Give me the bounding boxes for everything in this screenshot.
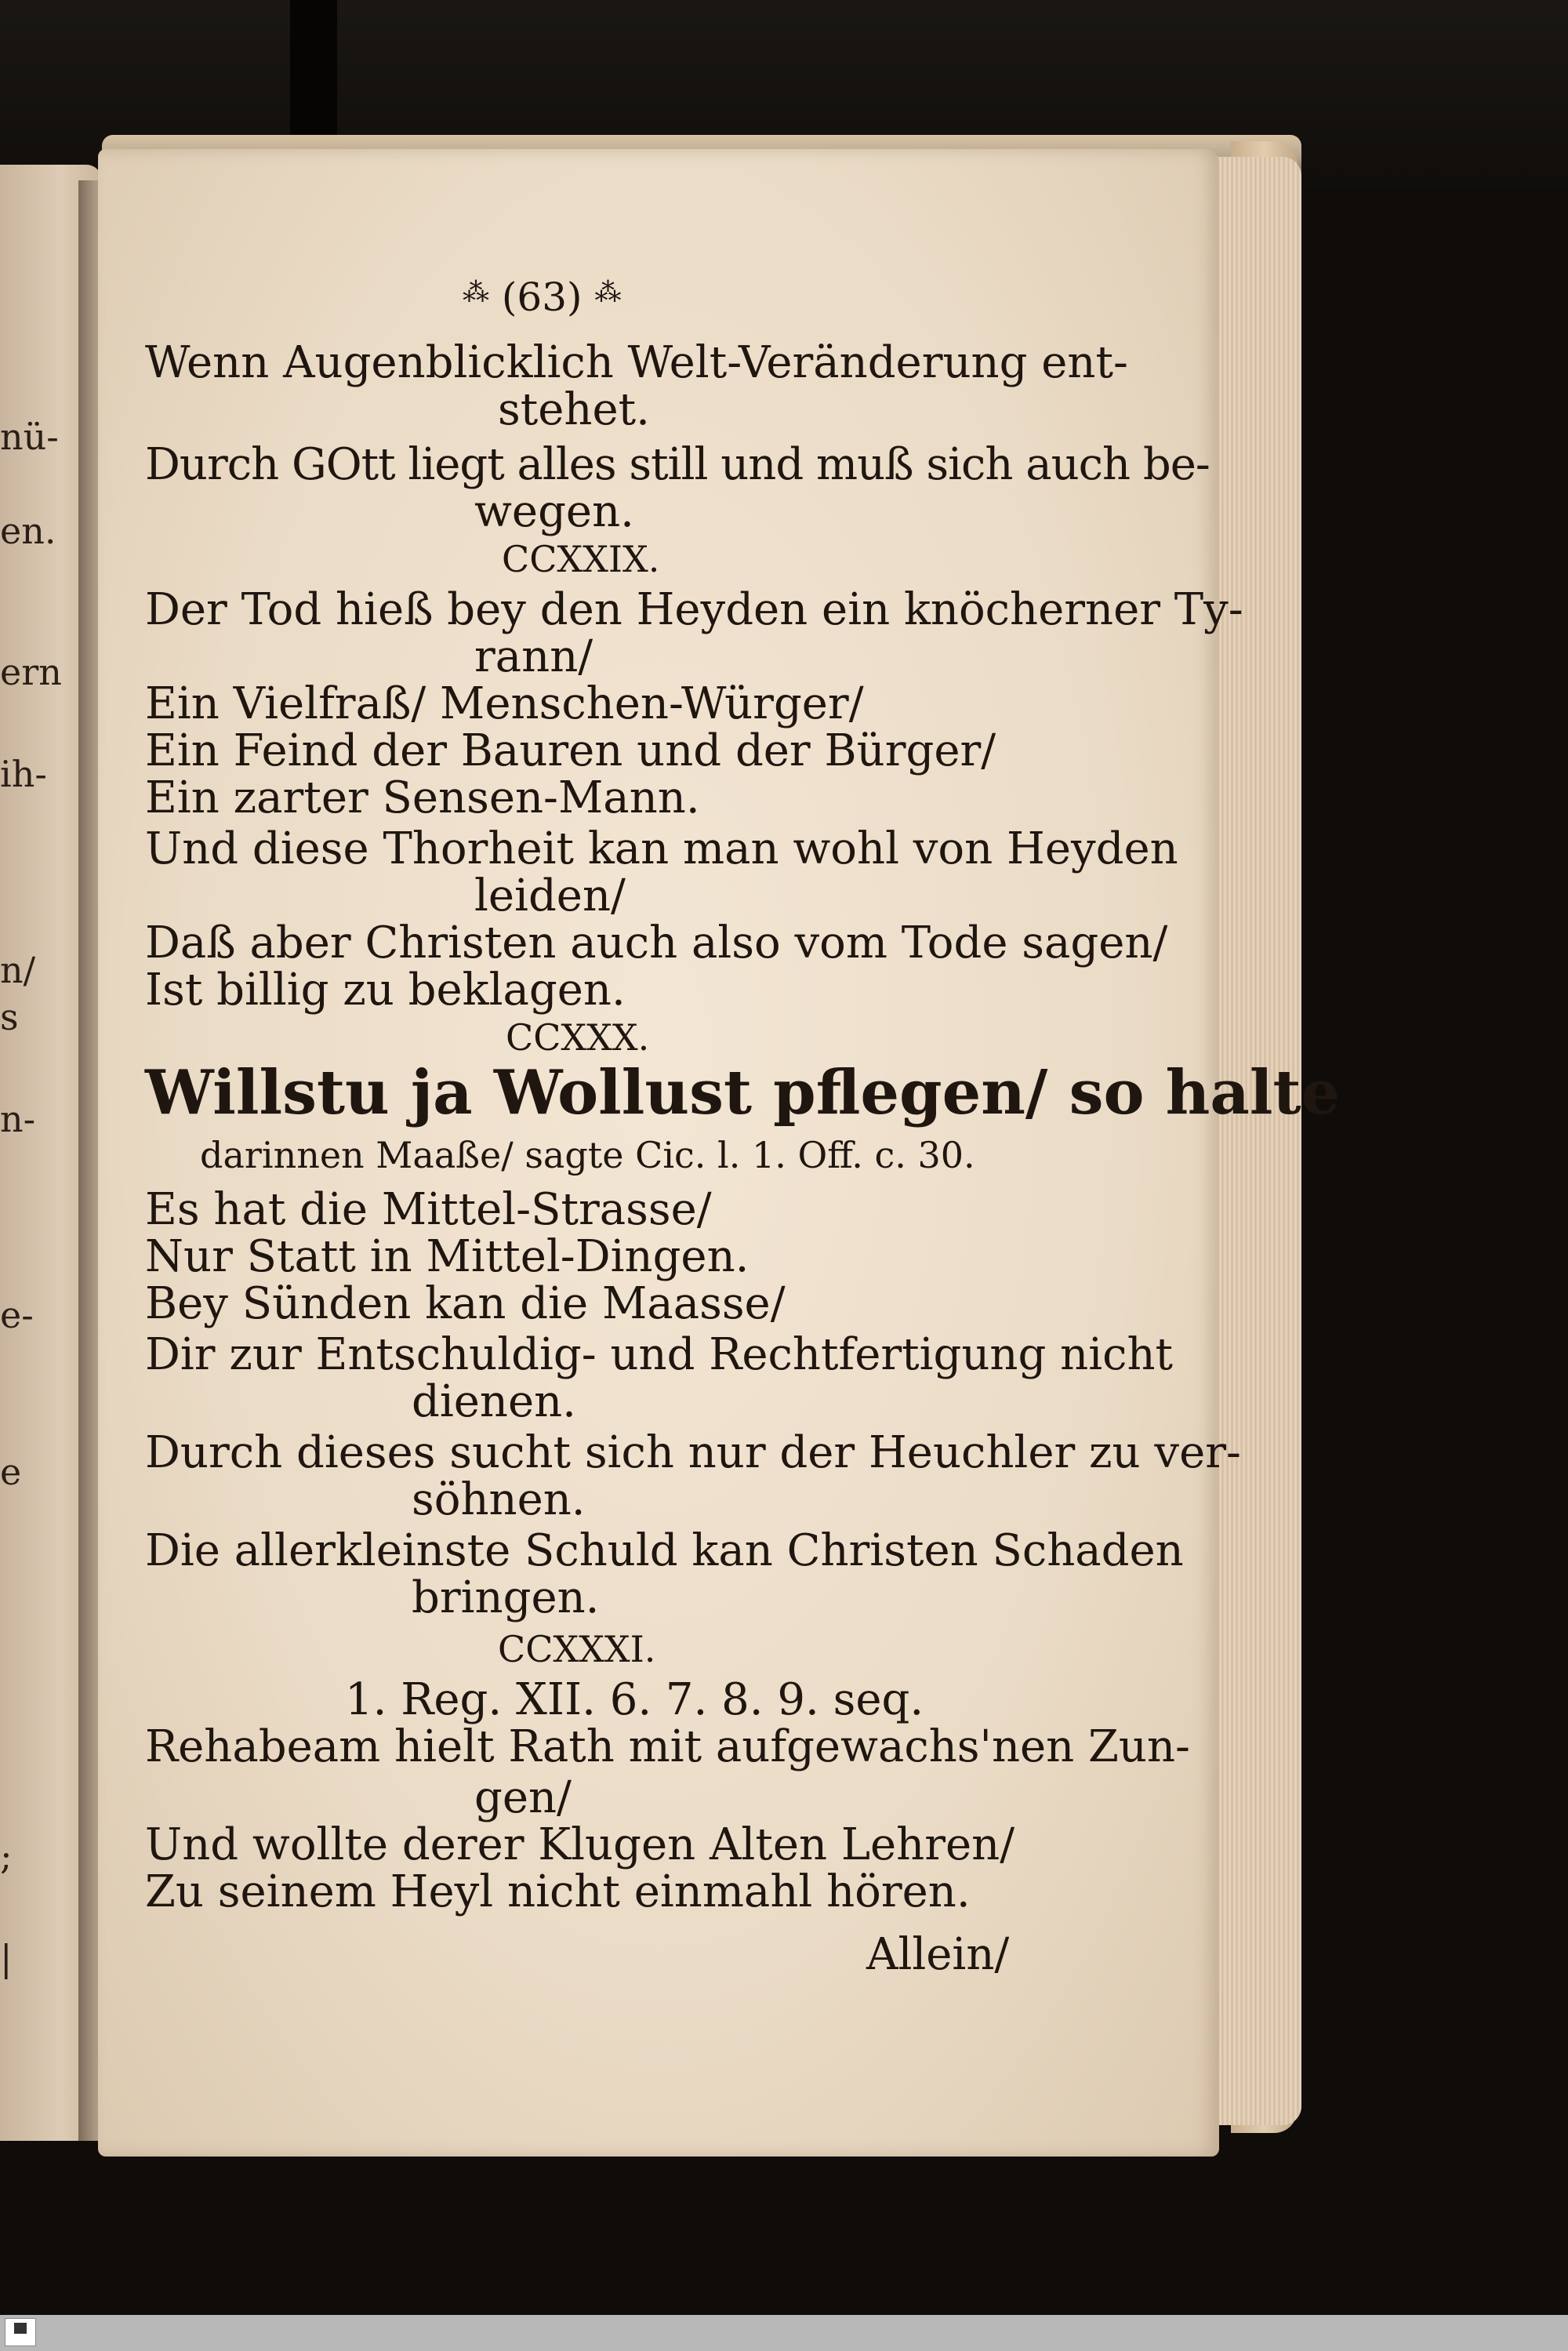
left-text-fragment: en. [0,510,56,552]
text-line: Zu seinem Heyl nicht einmahl hören. [145,1866,971,1917]
text-line: Und diese Thorheit kan man wohl von Heyden [145,823,1178,874]
viewer-footer-bar [0,2315,1568,2351]
text-line: Ist billig zu beklagen. [145,965,626,1016]
text-line: dienen. [412,1376,576,1427]
left-text-fragment: e- [0,1294,34,1336]
left-text-fragment: e [0,1451,22,1493]
text-line: Durch GOtt liegt alles still und muß sich auch be- [145,439,1210,490]
text-line: Ein Feind der Bauren und der Bürger/ [145,725,996,776]
citation-line: 1. Reg. XII. 6. 7. 8. 9. seq. [345,1674,924,1725]
section-number: CCXXX. [506,1016,650,1059]
left-text-fragment: | [0,1937,13,1979]
citation-line: darinnen Maaße/ sagte Cic. l. 1. Off. c. 30. [200,1134,975,1176]
text-line: stehet. [498,384,650,435]
section-number: CCXXXI. [498,1628,656,1670]
text-line: Ein zarter Sensen-Mann. [145,772,700,823]
left-text-fragment: n/ [0,949,36,991]
asterism-ornament-icon: ⁂ [594,277,622,308]
text-line: Nur Statt in Mittel-Dingen. [145,1231,750,1282]
text-line: wegen. [474,486,634,537]
text-line: Wenn Augenblicklich Welt-Veränderung ent- [145,337,1128,388]
text-line: leiden/ [474,870,626,921]
section-number: CCXXIX. [502,538,660,580]
library-logo-icon [5,2318,36,2346]
text-line: Ein Vielfraß/ Menschen-Würger/ [145,678,864,729]
page-number: ⁂ (63) ⁂ [463,274,622,320]
text-line: söhnen. [412,1474,586,1525]
text-line: Daß aber Christen auch also vom Tode sagen/ [145,918,1168,968]
text-line: gen/ [474,1772,572,1823]
text-line: Dir zur Entschuldig- und Rechtfertigung nicht [145,1329,1174,1380]
text-line: rann/ [474,631,593,682]
text-line: Bey Sünden kan die Maasse/ [145,1278,786,1329]
text-line: Und wollte derer Klugen Alten Lehren/ [145,1819,1015,1870]
text-line: Rehabeam hielt Rath mit aufgewachs'nen Zun- [145,1721,1190,1772]
cover-shadow [290,0,337,141]
left-text-fragment: ern [0,651,62,693]
heading-line: Willstu ja Wollust pflegen/ so halte [145,1057,1341,1128]
text-line: bringen. [412,1572,600,1623]
text-line: Durch dieses sucht sich nur der Heuchler zu ver- [145,1427,1241,1478]
catchword: Allein/ [866,1929,1010,1980]
text-line: Es hat die Mittel-Strasse/ [145,1184,712,1235]
left-text-fragment: nü- [0,416,59,458]
left-text-fragment: ih- [0,753,47,795]
text-line: Der Tod hieß bey den Heyden ein knöcherner Ty- [145,584,1243,635]
text-line: Die allerkleinste Schuld kan Christen Schaden [145,1525,1184,1576]
left-text-fragment: ; [0,1835,13,1877]
asterism-ornament-icon: ⁂ [463,277,489,308]
left-text-fragment: n- [0,1098,36,1140]
left-text-fragment: s [0,996,19,1038]
